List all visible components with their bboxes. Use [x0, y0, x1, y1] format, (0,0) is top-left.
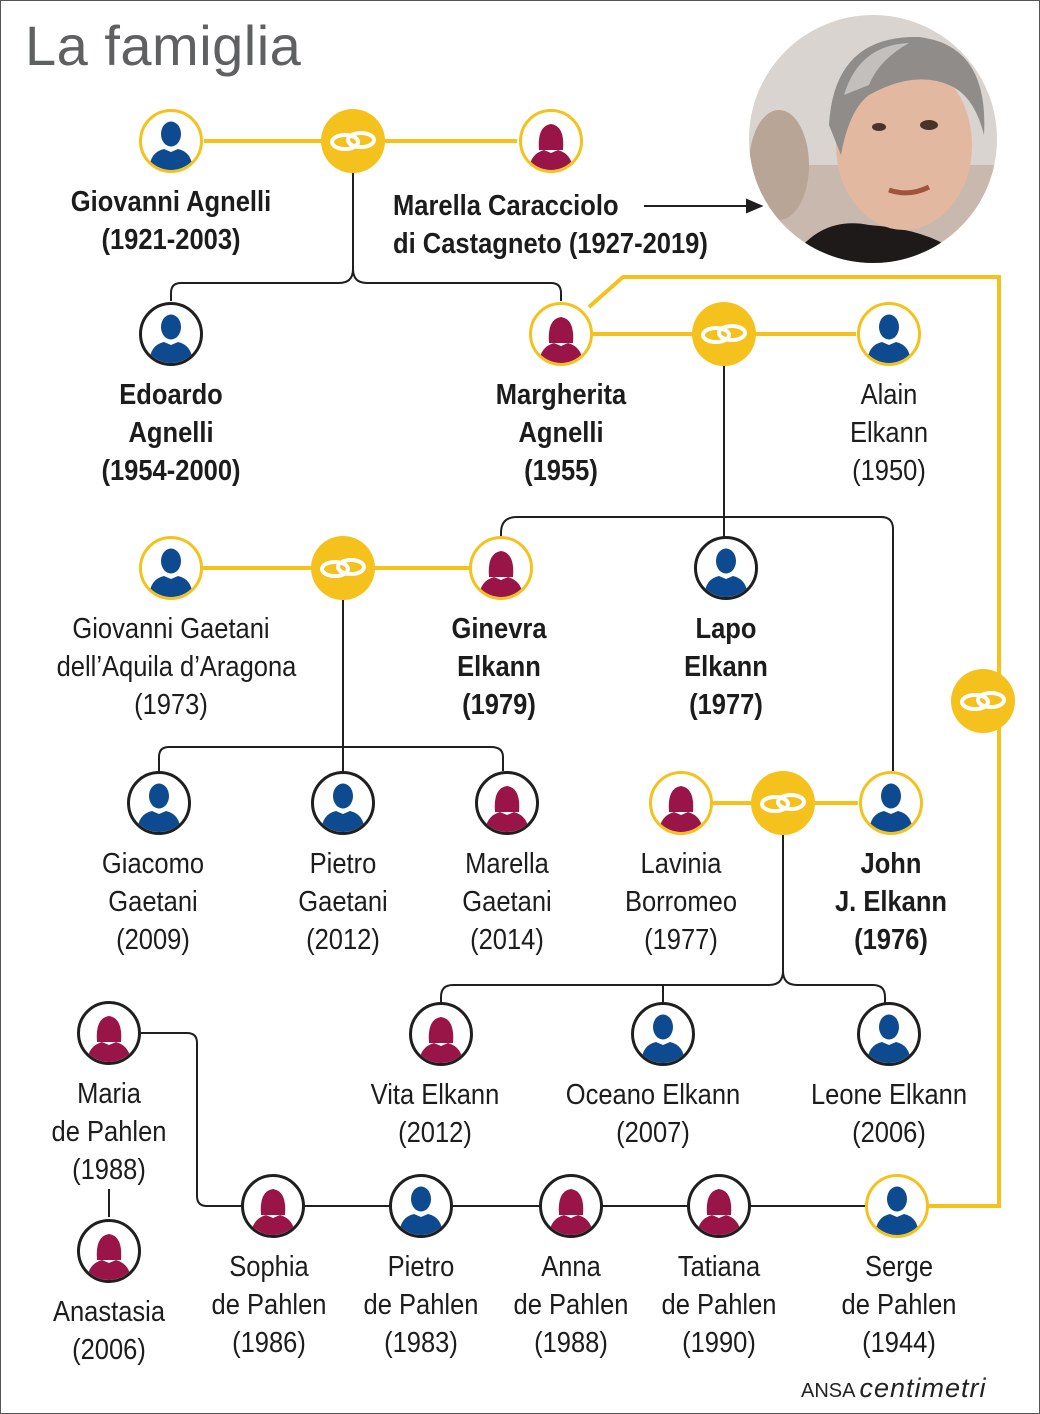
person-label-line: (1977) [644, 924, 718, 956]
person-label-line: Elkann [457, 651, 541, 683]
person-label-line: Lavinia [640, 848, 722, 880]
female-person-icon [409, 1002, 473, 1066]
male-person-icon [139, 536, 203, 600]
female-person-icon [77, 1001, 141, 1065]
wedding-rings-icon [321, 109, 385, 173]
male-person-icon [857, 1002, 921, 1066]
person-label-line: de Pahlen [513, 1289, 629, 1321]
person-label [775, 1076, 1004, 1152]
person-label-line: Elkann [849, 417, 929, 449]
person-label-line: John [860, 848, 922, 880]
person-label [447, 376, 676, 490]
credit-centimetri: centimetri [859, 1373, 987, 1403]
person-label-line: (1976) [854, 924, 928, 956]
male-person-icon [865, 1174, 929, 1238]
person-label [385, 610, 614, 724]
descent-line-gaetani-branch [159, 747, 503, 771]
person-label-line: (2006) [852, 1117, 926, 1149]
person-label-line: Sophia [229, 1251, 309, 1283]
female-person-icon [687, 1174, 751, 1238]
person-label [777, 845, 1006, 959]
person-label-line: Leone Elkann [810, 1079, 968, 1111]
wedding-rings-icon [311, 536, 375, 600]
person-label-line: Giacomo [101, 848, 205, 880]
wedding-rings-icon [692, 302, 756, 366]
person-label [56, 610, 297, 724]
person-label [57, 183, 286, 259]
person-label-line: (1973) [134, 689, 208, 721]
person-label-line: (2009) [116, 924, 190, 956]
person-label [612, 610, 841, 724]
person-label-line: Marella Caracciolo [393, 190, 619, 222]
person-label [567, 845, 796, 959]
person-label-line: Lapo [695, 613, 757, 645]
person-label-line: (2006) [72, 1334, 146, 1366]
person-label-line: (1988) [72, 1154, 146, 1186]
person-label [539, 1076, 768, 1152]
female-person-icon [241, 1174, 305, 1238]
person-label-line: di Castagneto (1927-2019) [393, 228, 708, 260]
page-title: La famiglia [25, 14, 302, 77]
descent-line-margherita [353, 269, 561, 301]
person-label-line: Gaetani [298, 886, 388, 918]
person-label-line: de Pahlen [841, 1289, 957, 1321]
person-label-line: Agnelli [518, 417, 604, 449]
person-label-line: de Pahlen [51, 1116, 167, 1148]
male-person-icon [859, 771, 923, 835]
person-label [775, 376, 1004, 490]
credit-ansa: ANSA [801, 1380, 856, 1402]
portrait-photo [749, 15, 997, 263]
person-label-line: (1990) [682, 1327, 756, 1359]
person-label-line: Pietro [387, 1251, 455, 1283]
wedding-rings-icon [951, 669, 1015, 733]
female-person-icon [77, 1219, 141, 1283]
person-label-line: (2012) [398, 1117, 472, 1149]
person-label [0, 1075, 223, 1189]
person-label-line: Pietro [309, 848, 377, 880]
ansa-centimetri-logo [801, 1373, 987, 1404]
male-person-icon [694, 536, 758, 600]
person-label-line: J. Elkann [834, 886, 948, 918]
person-label [57, 376, 286, 490]
person-label [785, 1248, 1014, 1362]
person-label-line: Oceano Elkann [565, 1079, 741, 1111]
male-person-icon [139, 109, 203, 173]
male-person-icon [857, 302, 921, 366]
person-label-line: (1955) [524, 455, 598, 487]
person-label-line: de Pahlen [211, 1289, 327, 1321]
person-label-line: (1979) [462, 689, 536, 721]
person-label-line: Alain [860, 379, 918, 411]
person-label-line: Marella [465, 848, 549, 880]
portrait-photo-marella-caracciolo [749, 15, 997, 263]
person-label-line: Gaetani [462, 886, 552, 918]
person-label-line: de Pahlen [661, 1289, 777, 1321]
person-label-line: (1983) [384, 1327, 458, 1359]
person-label-line: (2014) [470, 924, 544, 956]
person-label-line: Giovanni Gaetani [72, 613, 270, 645]
person-label-line: Agnelli [128, 417, 214, 449]
wedding-rings-icon [751, 771, 815, 835]
photo-arrow-head [747, 200, 761, 212]
male-person-icon [311, 771, 375, 835]
person-label-line: Giovanni Agnelli [70, 186, 272, 218]
person-label-line: (1988) [534, 1327, 608, 1359]
person-label-line: Ginevra [451, 613, 547, 645]
female-person-icon [519, 109, 583, 173]
person-label-line: Elkann [684, 651, 768, 683]
person-label-line: Serge [864, 1251, 934, 1283]
person-label-line: (1950) [852, 455, 926, 487]
person-label-line: Anna [541, 1251, 601, 1283]
person-label-line: Edoardo [119, 379, 223, 411]
person-label-line: Borromeo [624, 886, 738, 918]
person-label-line: Anastasia [52, 1296, 166, 1328]
person-label [321, 1076, 550, 1152]
male-person-icon [631, 1002, 695, 1066]
person-label-line: (1977) [689, 689, 763, 721]
person-label-line: (2012) [306, 924, 380, 956]
person-label-line: Margherita [495, 379, 627, 411]
female-person-icon [529, 302, 593, 366]
person-label-line: de Pahlen [363, 1289, 479, 1321]
male-person-icon [389, 1174, 453, 1238]
person-label-line: dell’Aquila d’Aragona [56, 651, 297, 683]
person-label-line: Maria [77, 1078, 141, 1110]
person-label-line: (2007) [616, 1117, 690, 1149]
person-label-line: (1921-2003) [101, 224, 241, 256]
female-person-icon [539, 1174, 603, 1238]
person-label-line: (1986) [232, 1327, 306, 1359]
person-label [393, 187, 708, 263]
male-person-icon [139, 302, 203, 366]
person-label-line: Vita Elkann [370, 1079, 500, 1111]
male-person-icon [127, 771, 191, 835]
female-person-icon [649, 771, 713, 835]
person-label-line: Gaetani [108, 886, 198, 918]
female-person-icon [475, 771, 539, 835]
person-label-line: (1954-2000) [101, 455, 241, 487]
female-person-icon [469, 536, 533, 600]
person-label-line: (1944) [862, 1327, 936, 1359]
person-label-line: Tatiana [677, 1251, 761, 1283]
descent-line-leone [783, 971, 885, 1004]
